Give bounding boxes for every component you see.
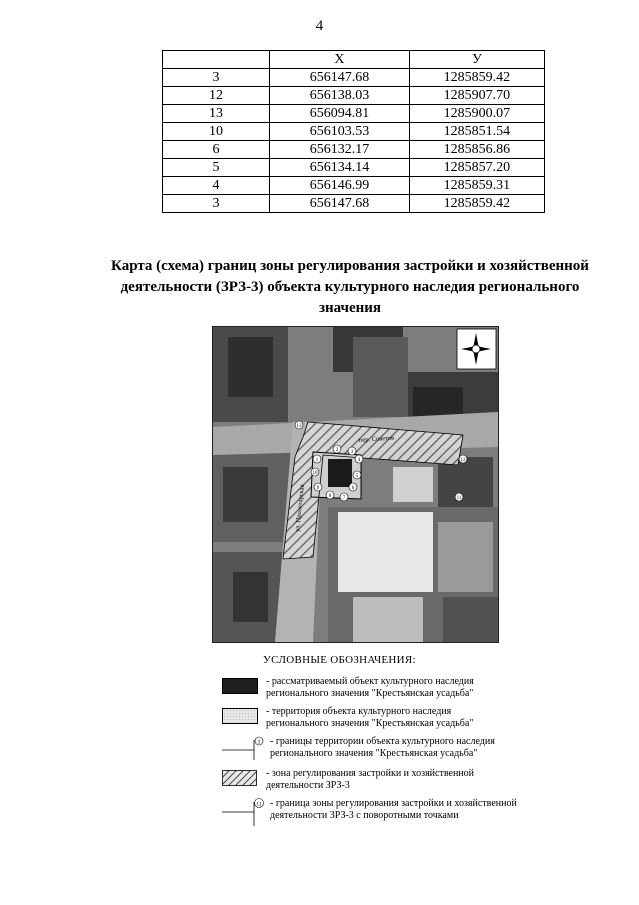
turning-point-label: 11 bbox=[456, 496, 462, 501]
table-cell-x: 656146.99 bbox=[270, 177, 410, 195]
table-cell-y: 1285851.54 bbox=[409, 123, 544, 141]
legend-text: - границы территории объекта культурного наследия регионального значения "Крестьянская усадьба" bbox=[270, 736, 495, 759]
legend-item-territory-boundary bbox=[222, 736, 522, 768]
table-cell-x: 656134.14 bbox=[270, 159, 410, 177]
turning-point-label: 4 bbox=[357, 458, 361, 463]
map-building-roof bbox=[393, 467, 433, 502]
legend-zrz3-boundary-icon bbox=[222, 798, 266, 828]
table-cell-y: 1285907.70 bbox=[409, 87, 544, 105]
map-block bbox=[443, 597, 498, 642]
table-row bbox=[163, 69, 545, 87]
table-header-y: У bbox=[409, 51, 544, 69]
map-building bbox=[438, 522, 493, 592]
table-header-point bbox=[163, 51, 270, 69]
legend-item-zrz3-boundary bbox=[222, 798, 522, 830]
legend-item-heritage-object bbox=[222, 676, 522, 708]
map-building-roof bbox=[353, 597, 423, 642]
legend-boundary-marker-label: 1 bbox=[257, 739, 261, 746]
table-body bbox=[163, 69, 545, 213]
legend-swatch-dark bbox=[222, 678, 258, 694]
legend-title: УСЛОВНЫЕ ОБОЗНАЧЕНИЯ: bbox=[263, 654, 416, 666]
table-cell-x: 656138.03 bbox=[270, 87, 410, 105]
table-row bbox=[163, 141, 545, 159]
table-row bbox=[163, 195, 545, 213]
table-row bbox=[163, 105, 545, 123]
table-cell-point: 12 bbox=[163, 87, 270, 105]
aerial-map bbox=[212, 326, 499, 643]
legend-text: - территория объекта культурного наследия регионального значения "Крестьянская усадьба" bbox=[266, 706, 474, 729]
table-header-x: X bbox=[270, 51, 410, 69]
coordinates-table bbox=[162, 50, 545, 213]
table-cell-y: 1285857.20 bbox=[409, 159, 544, 177]
legend-swatch-light bbox=[222, 708, 258, 724]
table-cell-point: 6 bbox=[163, 141, 270, 159]
table-row bbox=[163, 87, 545, 105]
legend-boundary-icon bbox=[222, 736, 266, 762]
turning-point-label: 8 bbox=[328, 494, 332, 499]
turning-point-label: 10 bbox=[312, 471, 318, 476]
turning-point-label: 2 bbox=[335, 448, 339, 453]
turning-point-label: 7 bbox=[342, 496, 346, 501]
turning-point-label: 13 bbox=[296, 424, 302, 429]
map-building bbox=[223, 467, 268, 522]
table-cell-x: 656147.68 bbox=[270, 195, 410, 213]
table-cell-point: 4 bbox=[163, 177, 270, 195]
table-cell-x: 656103.53 bbox=[270, 123, 410, 141]
page-number: 4 bbox=[315, 18, 324, 34]
map-building bbox=[228, 337, 273, 397]
table-cell-y: 1285859.42 bbox=[409, 195, 544, 213]
table-cell-y: 1285856.86 bbox=[409, 141, 544, 159]
turning-point-label: 9 bbox=[316, 486, 320, 491]
heritage-object bbox=[328, 459, 352, 487]
table-cell-x: 656147.68 bbox=[270, 69, 410, 87]
legend-text: - зона регулирования застройки и хозяйственной деятельности ЗРЗ-3 bbox=[266, 768, 475, 791]
turning-point-label: 12 bbox=[460, 458, 466, 463]
turning-point-label: 6 bbox=[351, 486, 355, 491]
legend-text: - рассматриваемый объект культурного наследия регионального значения "Крестьянская усадьба" bbox=[266, 676, 474, 699]
map-building-roof bbox=[338, 512, 433, 592]
legend-zrz3-marker-label: 11 bbox=[256, 801, 262, 808]
table-row bbox=[163, 177, 545, 195]
table-cell-point: 3 bbox=[163, 195, 270, 213]
map-block bbox=[353, 337, 408, 417]
map-title: Карта (схема) границ зоны регулирования застройки и хозяйственной деятельности (ЗРЗ-3) объекта культурного наследия регионального значения bbox=[111, 258, 589, 316]
street-label-proletarskaya: ул. Пролетарская bbox=[294, 484, 306, 533]
table-cell-point: 13 bbox=[163, 105, 270, 123]
street-label-sovetov: пер. Советов bbox=[358, 434, 395, 444]
table-cell-y: 1285859.31 bbox=[409, 177, 544, 195]
turning-point-label: 5 bbox=[355, 474, 359, 479]
table-row bbox=[163, 159, 545, 177]
map-svg bbox=[213, 327, 498, 642]
legend-item-territory bbox=[222, 706, 522, 738]
table-cell-y: 1285859.42 bbox=[409, 69, 544, 87]
turning-point-label: 3 bbox=[350, 450, 354, 455]
table-cell-x: 656094.81 bbox=[270, 105, 410, 123]
table-cell-point: 3 bbox=[163, 69, 270, 87]
legend-hatch-swatch bbox=[222, 770, 258, 788]
table-cell-point: 5 bbox=[163, 159, 270, 177]
map-building bbox=[233, 572, 268, 622]
legend-text: - граница зоны регулирования застройки и хозяйственной деятельности ЗРЗ-3 с поворотными точками bbox=[270, 798, 517, 821]
table-cell-x: 656132.17 bbox=[270, 141, 410, 159]
table-cell-y: 1285900.07 bbox=[409, 105, 544, 123]
table-row bbox=[163, 123, 545, 141]
turning-point-label: 1 bbox=[315, 458, 319, 463]
table-cell-point: 10 bbox=[163, 123, 270, 141]
table-header-row bbox=[163, 51, 545, 69]
legend-item-zrz3-zone bbox=[222, 768, 522, 800]
